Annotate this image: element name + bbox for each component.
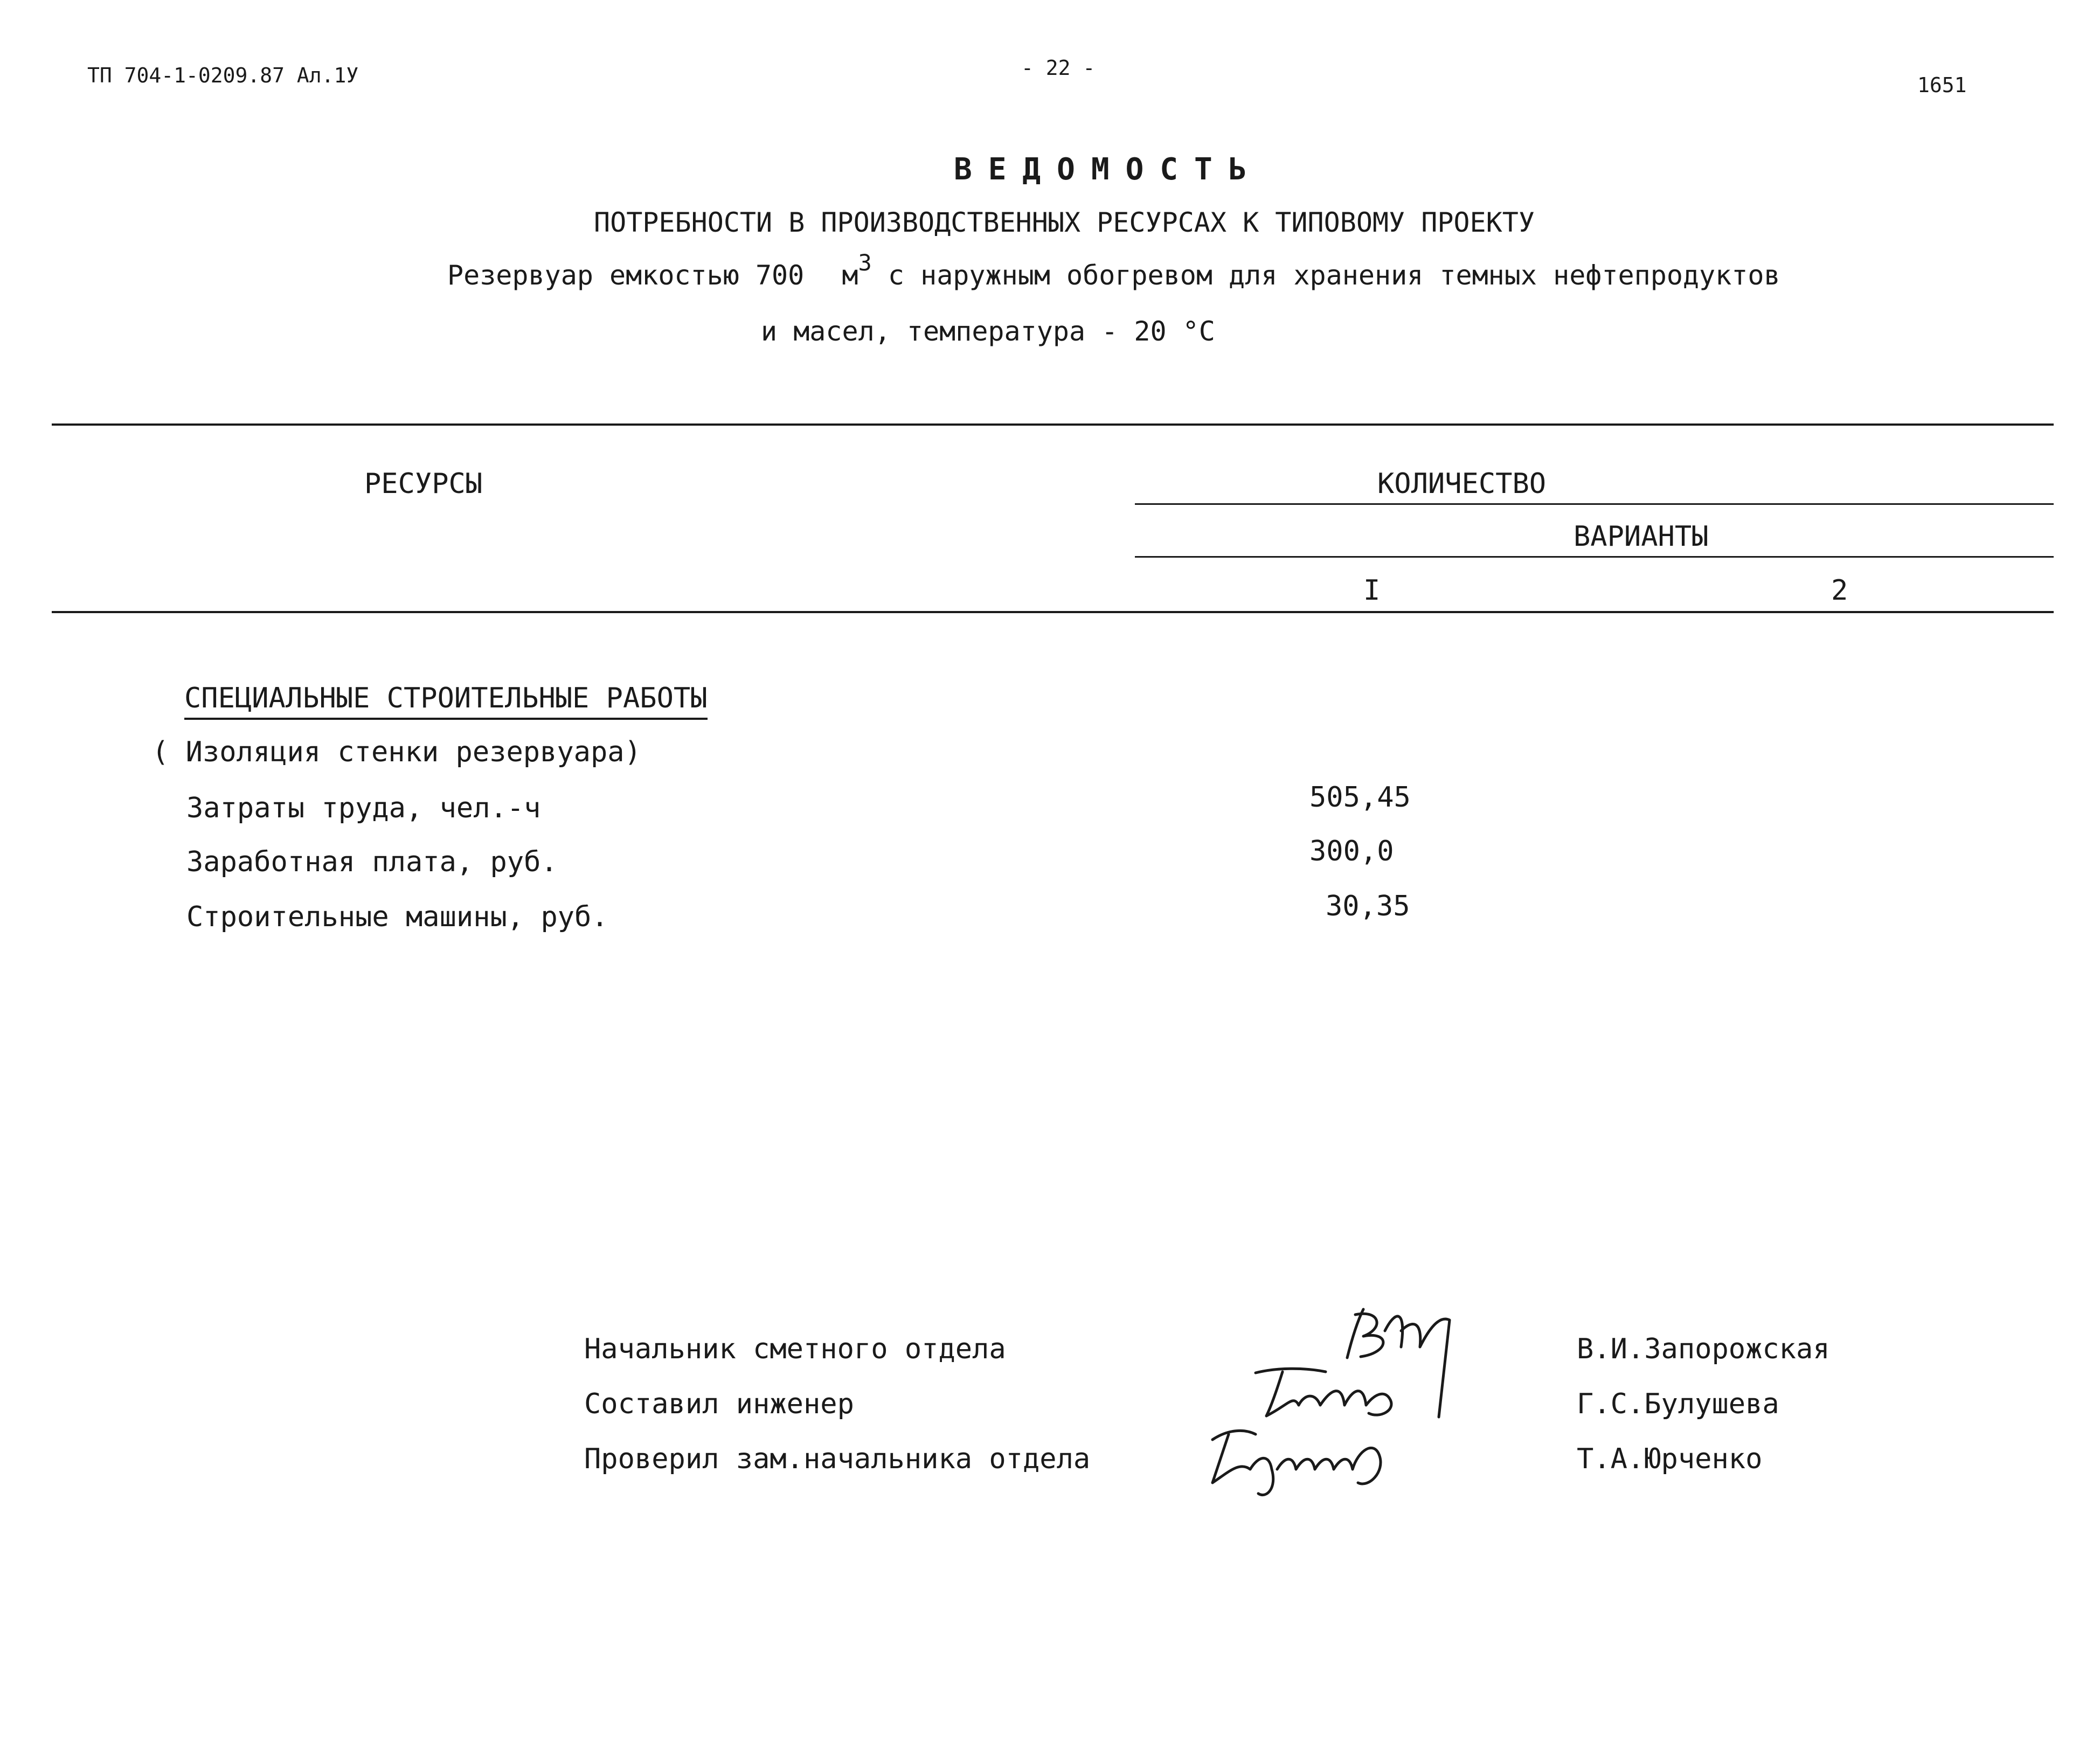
signatory-role-2: Составил инженер (584, 1388, 854, 1420)
handwritten-signature-2 (1245, 1362, 1417, 1427)
variant-1-header: I (1363, 574, 1381, 607)
table-header-bottom-rule (52, 611, 2054, 613)
sheet-number: 1651 (1917, 73, 1967, 97)
title-line-2-superscript: 3 (858, 249, 872, 276)
page-number: - 22 - (1021, 56, 1096, 80)
signatory-role-3: Проверил зам.начальника отдела (584, 1443, 1091, 1475)
table-top-rule (52, 423, 2054, 426)
row-value-machines-v1: 30,35 (1326, 890, 1410, 922)
column-header-resources: РЕСУРСЫ (364, 468, 483, 500)
variant-2-header: 2 (1831, 574, 1848, 607)
column-header-variants: ВАРИАНТЫ (1574, 520, 1709, 553)
row-label-labor: Затраты труда, чел.-ч (186, 792, 541, 824)
title-line-2 (447, 249, 1780, 291)
title-line-1: ПОТРЕБНОСТИ В ПРОИЗВОДСТВЕННЫХ РЕСУРСАХ К ТИПОВОМУ ПРОЕКТУ (594, 207, 1535, 238)
title-line-2-unit: м (842, 260, 858, 291)
title-line-2-start: Резервуар емкостью 700 (447, 260, 805, 291)
variants-rule (1135, 556, 2054, 558)
subsection-title: ( Изоляция стенки резервуара) (152, 736, 641, 768)
row-value-wages-v1: 300,0 (1309, 835, 1394, 867)
document-code: ТП 704-1-0209.87 Ал.1У (87, 64, 359, 87)
row-label-machines: Строительные машины, руб. (186, 901, 608, 933)
row-value-labor-v1: 505,45 (1309, 781, 1411, 814)
section-title: СПЕЦИАЛЬНЫЕ СТРОИТЕЛЬНЫЕ РАБОТЫ (184, 682, 708, 720)
signatory-role-1: Начальник сметного отдела (584, 1333, 1006, 1365)
handwritten-signature-3 (1196, 1418, 1401, 1504)
signatory-name-2: Г.С.Булушева (1577, 1388, 1779, 1420)
row-label-wages: Заработная плата, руб. (186, 846, 558, 878)
signatory-name-1: В.И.Запорожская (1577, 1333, 1830, 1365)
quantity-rule (1135, 503, 2054, 505)
title-line-2-end: с наружным обогревом для хранения темных нефтепродуктов (888, 260, 1780, 291)
column-header-quantity: КОЛИЧЕСТВО (1377, 468, 1547, 500)
signatory-name-3: Т.А.Юрченко (1577, 1443, 1763, 1475)
document-title: ВЕДОМОСТЬ (954, 152, 1263, 187)
title-line-3: и масел, температура - 20 °С (761, 316, 1215, 347)
